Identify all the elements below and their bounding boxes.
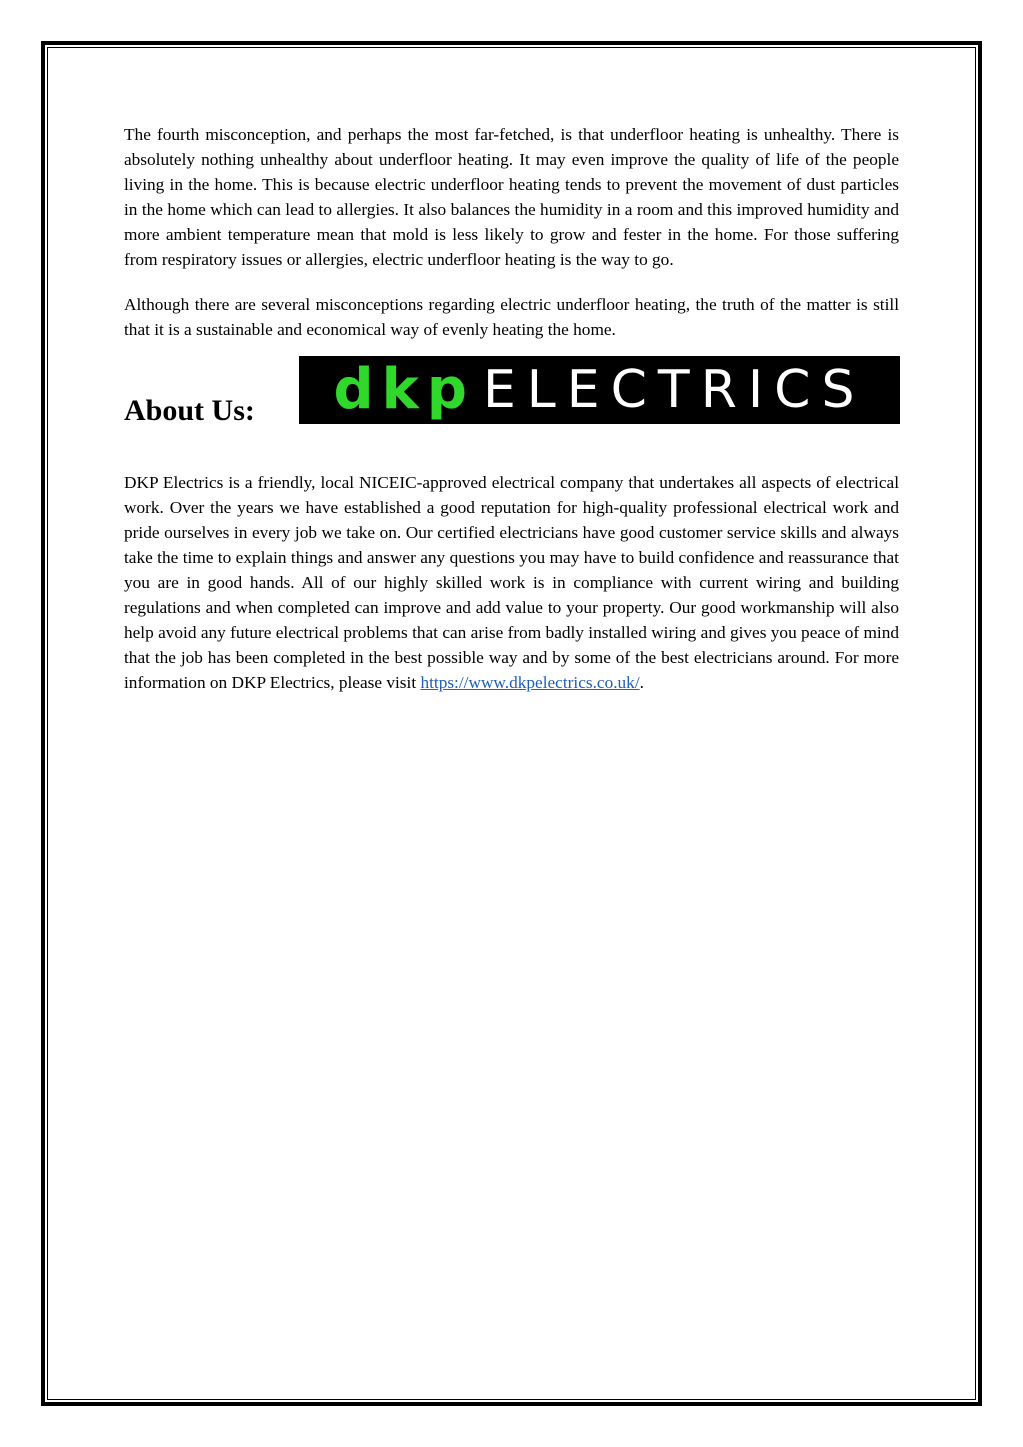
about-trailing: . bbox=[639, 673, 644, 692]
dkp-electrics-logo bbox=[299, 356, 900, 424]
paragraph-about bbox=[124, 470, 899, 695]
about-heading: About Us: bbox=[124, 394, 255, 427]
about-body-text: DKP Electrics is a friendly, local NICEIC-approved electrical company that undertakes all aspects of electrical work. Over the years we have established a good reputation for high-quality professional electrical work and pride ourselves in every job we take on. Our certified electricians have good customer service skills and always take the time to explain things and answer any questions you may have to build confidence and reassurance that you are in good hands. All of our highly skilled work is in compliance with current wiring and building regulations and when completed can improve and add value to your property. Our good workmanship will also help avoid any future electrical problems that can arise from badly installed wiring and gives you peace of mind that the job has been completed in the best possible way and by some of the best electricians around. For more information on DKP Electrics, please visit bbox=[124, 473, 899, 692]
logo-dkp-text: dkp bbox=[333, 357, 475, 422]
paragraph-conclusion: Although there are several misconceptions regarding electric underfloor heating, the truth of the matter is still that it is a sustainable and economical way of evenly heating the home. bbox=[124, 295, 899, 339]
paragraph-misconception: The fourth misconception, and perhaps the most far-fetched, is that underfloor heating is unhealthy. There is absolutely nothing unhealthy about underfloor heating. It may even improve the quality of life of the people living in the home. This is because electric underfloor heating tends to prevent the movement of dust particles in the home which can lead to allergies. It also balances the humidity in a room and this improved humidity and more ambient temperature mean that mold is less likely to grow and fester in the home. For those suffering from respiratory issues or allergies, electric underfloor heating is the way to go. bbox=[124, 125, 899, 269]
logo-electrics-text: ELECTRICS bbox=[482, 360, 866, 420]
document-body bbox=[124, 122, 899, 695]
website-link[interactable]: https://www.dkpelectrics.co.uk/ bbox=[420, 673, 640, 692]
about-section-header bbox=[124, 356, 899, 456]
